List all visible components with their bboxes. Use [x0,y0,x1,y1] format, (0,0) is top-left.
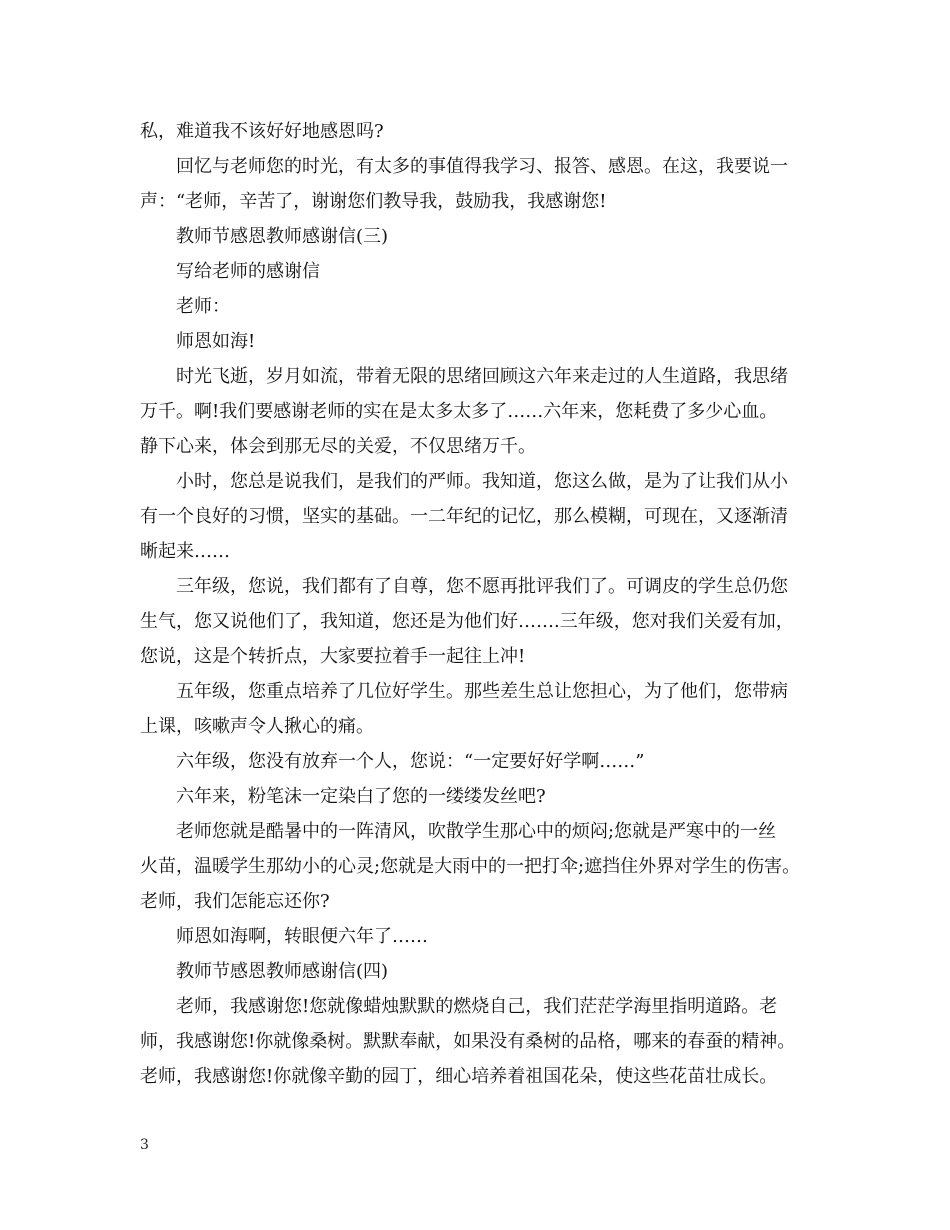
text-line: 有一个良好的习惯，坚实的基础。一二年纪的记忆，那么模糊，可现在，又逐渐清 [140,506,788,527]
text-line: 静下心来，体会到那无尽的关爱，不仅思绪万千。 [140,436,536,457]
body-text [140,114,826,1094]
text-line: 老师，我感谢您!你就像辛勤的园丁，细心培养着祖国花朵，使这些花苗壮成长。 [140,1066,778,1087]
text-line: 万千。啊!我们要感谢老师的实在是太多太多了……六年来，您耗费了多少心血。 [140,401,778,422]
page-number: 3 [140,1137,149,1153]
text-line: 晰起来…… [140,541,230,562]
text-line: 老师，我感谢您!您就像蜡烛默默的燃烧自己，我们茫茫学海里指明道路。老 [176,996,778,1017]
text-line: 上课，咳嗽声令人揪心的痛。 [140,716,374,737]
text-line: 写给老师的感谢信 [176,261,320,282]
text-line: 私，难道我不该好好地感恩吗? [140,121,384,142]
text-line: 火苗，温暖学生那幼小的心灵;您就是大雨中的一把打伞;遮挡住外界对学生的伤害。 [140,856,801,877]
text-line: 老师您就是酷暑中的一阵清风，吹散学生那心中的烦闷;您就是严寒中的一丝 [176,821,777,842]
text-line: 六年级，您没有放弃一个人，您说：“一定要好好学啊……” [176,751,645,772]
text-line: 您说，这是个转折点，大家要拉着手一起往上冲! [140,646,526,667]
text-line: 时光飞逝，岁月如流，带着无限的思绪回顾这六年来走过的人生道路，我思绪 [176,366,788,387]
text-line: 生气，您又说他们了，我知道，您还是为他们好…….三年级，您对我们关爱有加， [140,611,794,632]
text-line: 老师： [176,296,230,317]
text-line: 师，我感谢您!你就像桑树。默默奉献，如果没有桑树的品格，哪来的春蚕的精神。 [140,1031,796,1052]
text-line: 教师节感恩教师感谢信(三) [176,226,389,247]
text-line: 声：“老师，辛苦了，谢谢您们教导我，鼓励我，我感谢您! [140,191,607,212]
text-line: 师恩如海啊，转眼便六年了…… [176,926,428,947]
text-line: 老师，我们怎能忘还你? [140,891,330,912]
text-line: 三年级，您说，我们都有了自尊，您不愿再批评我们了。可调皮的学生总仍您 [176,576,788,597]
text-line: 师恩如海! [176,331,256,352]
text-line: 小时，您总是说我们，是我们的严师。我知道，您这么做，是为了让我们从小 [176,471,788,492]
text-line: 五年级，您重点培养了几位好学生。那些差生总让您担心，为了他们，您带病 [176,681,788,702]
text-line: 六年来，粉笔沫一定染白了您的一缕缕发丝吧? [176,786,546,807]
text-line: 回忆与老师您的时光，有太多的事值得我学习、报答、感恩。在这，我要说一 [176,156,788,177]
text-line: 教师节感恩教师感谢信(四) [176,961,389,982]
